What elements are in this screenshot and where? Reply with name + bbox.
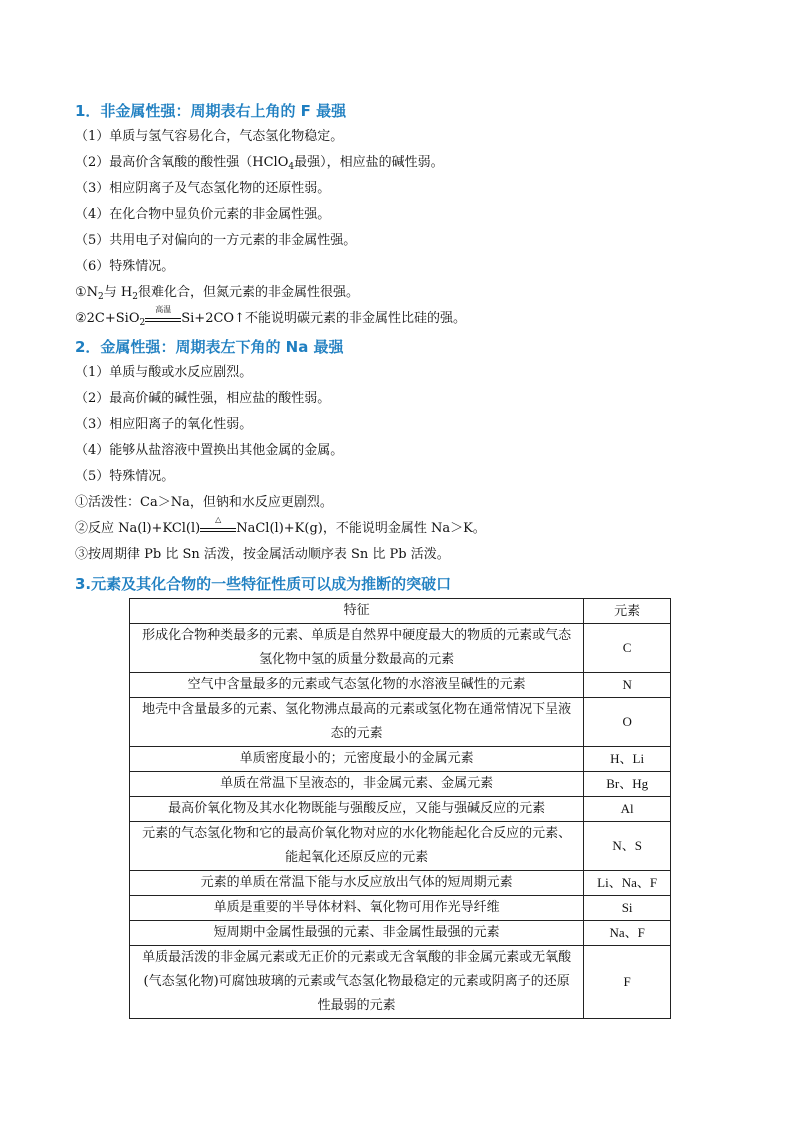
row-element: F <box>584 946 671 1019</box>
row-element: Si <box>584 896 671 921</box>
table-row <box>130 921 671 946</box>
table-row <box>130 673 671 698</box>
row-feature: 单质密度最小的；元密度最小的金属元素 <box>130 747 584 772</box>
table-row <box>130 747 671 772</box>
header-feature: 特征 <box>130 599 584 624</box>
section1-special-1: $①N_2$与 $H_2$很难化合，但氮元素的非金属性很强。 <box>75 285 359 302</box>
row-feature: 单质最活泼的非金属元素或无正价的元素或无含氧酸的非金属元素或无氧酸(气态氢化物)可腐蚀玻璃的元素或气态氢化物最稳定的元素或阴离子的还原性最弱的元素 <box>130 946 584 1019</box>
section2-title: 2．金属性强：周期表左下角的 Na 最强 <box>75 338 344 356</box>
row-element: O <box>584 698 671 747</box>
section2-special-1: ①活泼性：Ca＞Na，但钠和水反应更剧烈。 <box>75 495 333 510</box>
reaction-arrow: 高温 <box>145 313 181 325</box>
section2-item-5: （5）特殊情况。 <box>75 469 175 484</box>
table-row <box>130 624 671 673</box>
row-feature: 单质是重要的半导体材料、氧化物可用作光导纤维 <box>130 896 584 921</box>
section2-item-1: （1）单质与酸或水反应剧烈。 <box>75 365 253 380</box>
row-element: N <box>584 673 671 698</box>
row-feature: 元素的气态氢化物和它的最高价氧化物对应的水化物能起化合反应的元素、能起氧化还原反应的元素 <box>130 822 584 871</box>
row-feature: 空气中含量最多的元素或气态氢化物的水溶液呈碱性的元素 <box>130 673 584 698</box>
section2-special-3: ③按周期律 Pb 比 Sn 活泼，按金属活动顺序表 Sn 比 Pb 活泼。 <box>75 547 450 562</box>
row-feature: 短周期中金属性最强的元素、非金属性最强的元素 <box>130 921 584 946</box>
section2-item-2: （2）最高价碱的碱性强，相应盐的酸性弱。 <box>75 391 331 406</box>
section1-item-5: （5）共用电子对偏向的一方元素的非金属性强。 <box>75 233 357 248</box>
section2-item-4: （4）能够从盐溶液中置换出其他金属的金属。 <box>75 443 344 458</box>
row-element: Al <box>584 797 671 822</box>
section1-item-4: （4）在化合物中显负价元素的非金属性强。 <box>75 207 331 222</box>
table-row <box>130 698 671 747</box>
row-feature: 形成化合物种类最多的元素、单质是自然界中硬度最大的物质的元素或气态氢化物中氢的质量分数最高的元素 <box>130 624 584 673</box>
section1-title: 1．非金属性强：周期表右上角的 F 最强 <box>75 102 347 120</box>
row-element: Br、Hg <box>584 772 671 797</box>
section2-item-3: （3）相应阳离子的氧化性弱。 <box>75 417 253 432</box>
row-feature: 单质在常温下呈液态的，非金属元素、金属元素 <box>130 772 584 797</box>
section1-item-3: （3）相应阴离子及气态氢化物的还原性弱。 <box>75 181 331 196</box>
section3-title: 3.元素及其化合物的一些特征性质可以成为推断的突破口 <box>75 575 452 593</box>
table-row <box>130 772 671 797</box>
table-row <box>130 822 671 871</box>
section1-item-6: （6）特殊情况。 <box>75 259 175 274</box>
row-element: N、S <box>584 822 671 871</box>
row-feature: 地壳中含量最多的元素、氢化物沸点最高的元素或氢化物在通常情况下呈液态的元素 <box>130 698 584 747</box>
section1-item-2: （2）最高价含氧酸的酸性强（HClO$_4$最强），相应盐的碱性弱。 <box>75 155 444 172</box>
table-row <box>130 797 671 822</box>
section2-special-2: ②反应 Na(l)+KCl(l) △ NaCl(l)+K(g)，不能说明金属性 Na＞K。 <box>75 514 486 536</box>
row-feature: 最高价氧化物及其水化物既能与强酸反应，又能与强碱反应的元素 <box>130 797 584 822</box>
table-row <box>130 896 671 921</box>
section1-special-2: ②2C+SiO$_2$ 高温 Si+2CO↑不能说明碳元素的非金属性比硅的强。 <box>75 304 466 328</box>
header-element: 元素 <box>584 599 671 624</box>
row-element: Li、Na、F <box>584 871 671 896</box>
table-row <box>130 946 671 1019</box>
section1-item-1: （1）单质与氢气容易化合，气态氢化物稳定。 <box>75 129 344 144</box>
table-header-row <box>130 599 671 624</box>
row-feature: 元素的单质在常温下能与水反应放出气体的短周期元素 <box>130 871 584 896</box>
row-element: H、Li <box>584 747 671 772</box>
row-element: C <box>584 624 671 673</box>
feature-table <box>129 598 671 1019</box>
reaction-arrow: △ <box>200 523 236 535</box>
row-element: Na、F <box>584 921 671 946</box>
table-row <box>130 871 671 896</box>
